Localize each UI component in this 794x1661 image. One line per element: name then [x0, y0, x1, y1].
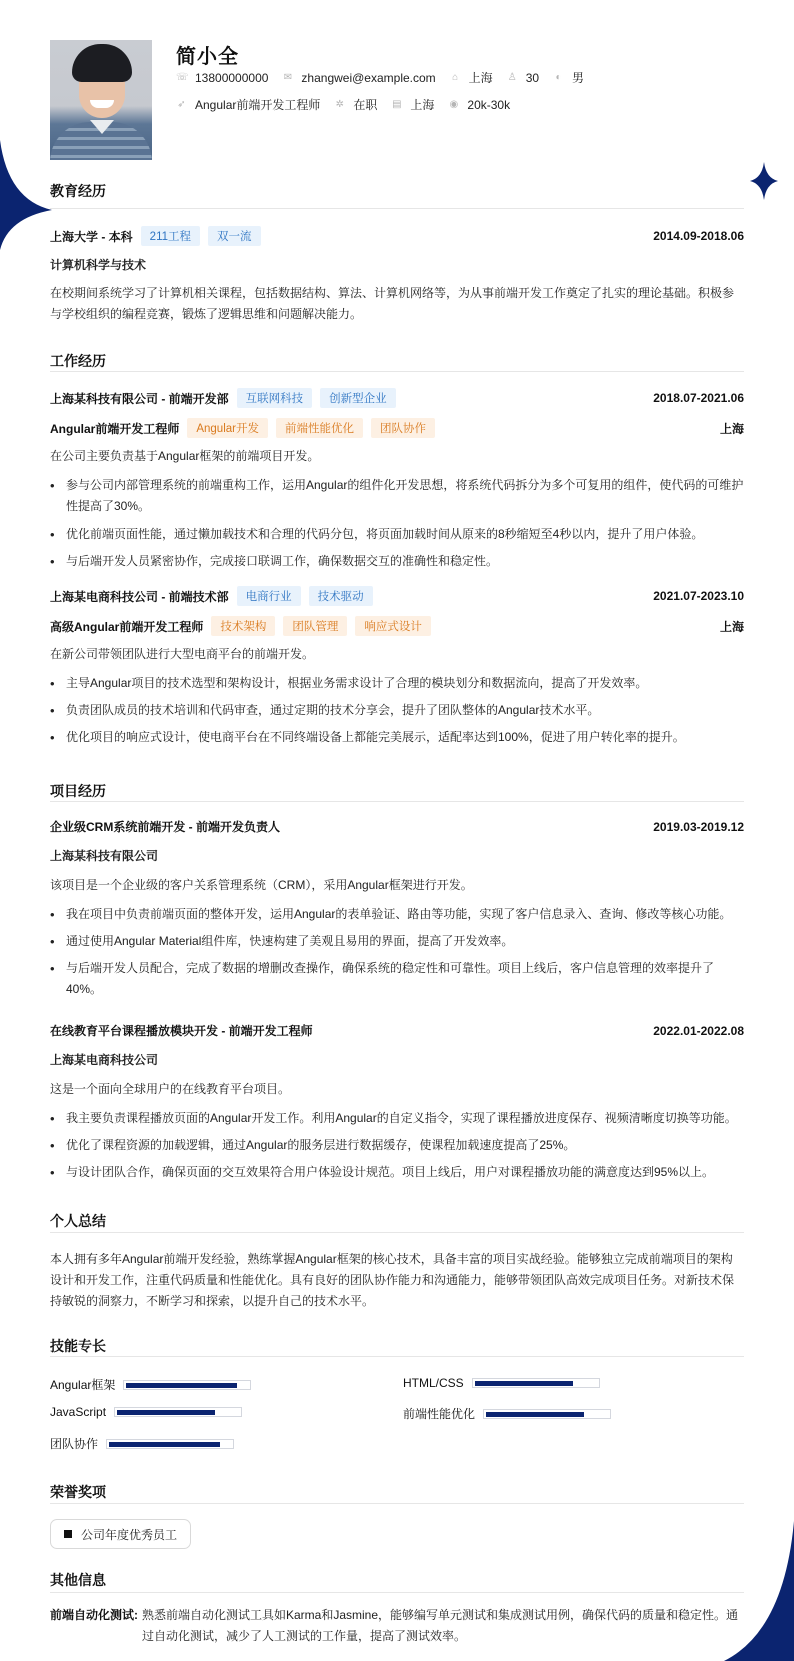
skill-item	[403, 1405, 611, 1422]
role-name: 高级Angular前端开发工程师	[50, 619, 204, 634]
date-range: 2018.07-2021.06	[653, 391, 744, 405]
other-info-text: 熟悉前端自动化测试工具如Karma和Jasmine，能够编写单元测试和集成测试用例，确保代码的质量和稳定性。通过自动化测试，减少了人工测试的工作量，提高了测试效率。	[142, 1608, 739, 1643]
tag: 双一流	[208, 226, 261, 246]
work-role-row	[50, 418, 744, 438]
avatar	[50, 40, 152, 160]
tag: Angular开发	[187, 418, 268, 438]
city-icon: ▤	[392, 99, 402, 110]
age-icon: ♙	[507, 72, 517, 83]
contact-row	[176, 69, 598, 86]
tag: 创新型企业	[320, 388, 396, 408]
list-item: • 我主要负责课程播放页面的Angular开发工作。利用Angular的自定义指令，实现了课程播放进度保存、视频清晰度切换等功能。	[50, 1108, 744, 1129]
position-icon: ➶	[177, 99, 186, 110]
work-summary: 在新公司带领团队进行大型电商平台的前端开发。	[50, 647, 315, 661]
award-badge	[50, 1519, 191, 1549]
tag: 前端性能优化	[276, 418, 363, 438]
work-summary: 在公司主要负责基于Angular框架的前端项目开发。	[50, 449, 320, 463]
project-company: 上海某电商科技公司	[50, 1053, 159, 1067]
date-range: 2014.09-2018.06	[653, 229, 744, 243]
profile-header	[50, 40, 744, 160]
list-item: • 优化了课程资源的加载逻辑，通过Angular的服务层进行数据缓存，使课程加载速度提高了25%。	[50, 1135, 744, 1156]
major: 计算机科学与技术	[50, 258, 147, 272]
project-company: 上海某科技有限公司	[50, 849, 159, 863]
skill-item	[50, 1376, 251, 1393]
skill-bar	[106, 1439, 234, 1449]
project-name: 在线教育平台课程播放模块开发 - 前端开发工程师	[50, 1024, 313, 1038]
job-intent-row	[176, 96, 524, 113]
divider	[50, 1592, 744, 1593]
work-company-row	[50, 586, 744, 606]
divider	[50, 1503, 744, 1504]
role-name: Angular前端开发工程师	[50, 421, 180, 436]
date-range: 2019.03-2019.12	[653, 819, 744, 834]
tag: 团队管理	[283, 616, 347, 636]
divider	[50, 1232, 744, 1233]
gender-icon: ◐	[555, 72, 562, 83]
date-range: 2022.01-2022.08	[653, 1023, 744, 1038]
tag: 响应式设计	[355, 616, 431, 636]
company-name: 上海某电商科技公司 - 前端技术部	[50, 589, 229, 604]
divider	[50, 1356, 744, 1357]
tag: 技术驱动	[309, 586, 373, 606]
divider	[50, 208, 744, 209]
skill-bar	[123, 1380, 251, 1390]
phone-icon: ☏	[176, 72, 189, 83]
company-name: 上海某科技有限公司 - 前端开发部	[50, 391, 229, 406]
work-role-row	[50, 616, 744, 636]
tag: 互联网科技	[237, 388, 313, 408]
section-title-awards: 荣誉奖项	[50, 1484, 106, 1500]
project-header	[50, 818, 744, 835]
list-item: • 我在项目中负责前端页面的整体开发，运用Angular的表单验证、路由等功能，实现了客户信息录入、查询、修改等核心功能。	[50, 904, 744, 925]
list-item: • 与设计团队合作，确保页面的交互效果符合用户体验设计规范。项目上线后，用户对课程播放功能的满意度达到95%以上。	[50, 1162, 744, 1183]
other-info-item	[50, 1605, 744, 1647]
sparkle-star-icon	[750, 162, 778, 200]
list-item: • 负责团队成员的技术培训和代码审查，通过定期的技术分享会，提升了团队整体的Angular技术水平。	[50, 700, 744, 721]
work-city: 上海	[719, 619, 744, 634]
email-value: zhangwei@example.com	[301, 70, 436, 85]
skill-name: Angular框架	[50, 1378, 116, 1392]
school-name: 上海大学 - 本科	[50, 229, 133, 244]
candidate-name: 简小全	[176, 46, 239, 68]
project-name: 企业级CRM系统前端开发 - 前端开发负责人	[50, 820, 280, 834]
list-item: • 优化前端页面性能，通过懒加载技术和合理的代码分包，将页面加载时间从原来的8秒缩短至4秒以内，提升了用户体验。	[50, 524, 744, 545]
status-value: 在职	[353, 98, 378, 112]
work-city: 上海	[719, 421, 744, 436]
skill-item	[403, 1376, 600, 1390]
phone-value: 13800000000	[195, 70, 269, 85]
date-range: 2021.07-2023.10	[653, 589, 744, 603]
skill-bar	[472, 1378, 600, 1388]
skill-bar	[114, 1407, 242, 1417]
project-summary: 该项目是一个企业级的客户关系管理系统（CRM），采用Angular框架进行开发。	[50, 878, 473, 892]
skill-name: 前端性能优化	[403, 1407, 476, 1421]
salary-value: 20k-30k	[467, 97, 511, 112]
target-city-value: 上海	[410, 98, 435, 112]
position-value: Angular前端开发工程师	[195, 98, 321, 112]
other-info-label: 前端自动化测试:	[50, 1608, 138, 1622]
work-company-row	[50, 388, 744, 408]
salary-icon: ◉	[449, 99, 459, 110]
list-item: • 与后端开发人员配合，完成了数据的增删改查操作，确保系统的稳定性和可靠性。项目上线后，客户信息管理的效率提升了40%。	[50, 958, 744, 1000]
age-value: 30	[525, 70, 540, 85]
mail-icon: ✉	[283, 72, 293, 83]
skill-name: JavaScript	[50, 1405, 107, 1419]
skill-item	[50, 1405, 242, 1419]
gender-value: 男	[572, 71, 585, 85]
decorative-corner-shape	[0, 140, 52, 250]
divider	[50, 801, 744, 802]
home-icon: ⌂	[452, 72, 459, 83]
tag: 团队协作	[371, 418, 435, 438]
section-title-work: 工作经历	[50, 353, 106, 369]
list-item: • 优化项目的响应式设计，使电商平台在不同终端设备上都能完美展示，适配率达到100%，促进了用户转化率的提升。	[50, 727, 744, 748]
section-title-summary: 个人总结	[50, 1213, 106, 1229]
list-item: • 通过使用Angular Material组件库，快速构建了美观且易用的界面，提高了开发效率。	[50, 931, 744, 952]
tag: 技术架构	[211, 616, 275, 636]
skill-name: HTML/CSS	[403, 1376, 464, 1390]
location-value: 上海	[468, 71, 493, 85]
section-title-projects: 项目经历	[50, 783, 106, 799]
section-title-skills: 技能专长	[50, 1338, 106, 1354]
square-bullet-icon	[64, 1530, 72, 1538]
list-item: • 与后端开发人员紧密协作，完成接口联调工作，确保数据交互的准确性和稳定性。	[50, 551, 744, 572]
award-name: 公司年度优秀员工	[81, 1527, 178, 1542]
skill-bar	[483, 1409, 611, 1419]
section-title-other: 其他信息	[50, 1572, 106, 1588]
skill-item	[50, 1435, 234, 1452]
section-title-education: 教育经历	[50, 183, 106, 199]
summary-text: 本人拥有多年Angular前端开发经验，熟练掌握Angular框架的核心技术，具备丰富的项目实战经验。能够独立完成前端项目的架构设计和开发工作，注重代码质量和性能优化。具有良好的团队协作能力和沟通能力，能够带领团队高效完成项目任务。对新技术保持敏锐的洞察力，不断学习和探索，以提升自己的技术水平。	[50, 1252, 735, 1308]
skill-name: 团队协作	[50, 1437, 99, 1451]
project-header	[50, 1022, 744, 1039]
divider	[50, 371, 744, 372]
status-icon: ✲	[335, 99, 345, 110]
education-header	[50, 226, 744, 246]
project-summary: 这是一个面向全球用户的在线教育平台项目。	[50, 1082, 291, 1096]
list-item: • 主导Angular项目的技术选型和架构设计，根据业务需求设计了合理的模块划分和数据流向，提高了开发效率。	[50, 673, 744, 694]
education-description: 在校期间系统学习了计算机相关课程，包括数据结构、算法、计算机网络等，为从事前端开发工作奠定了扎实的理论基础。积极参与学校组织的编程竞赛，锻炼了逻辑思维和问题解决能力。	[50, 286, 735, 321]
tag: 211工程	[141, 226, 200, 246]
tag: 电商行业	[237, 586, 301, 606]
list-item: • 参与公司内部管理系统的前端重构工作，运用Angular的组件化开发思想，将系统代码拆分为多个可复用的组件，使代码的可维护性提高了30%。	[50, 475, 744, 517]
